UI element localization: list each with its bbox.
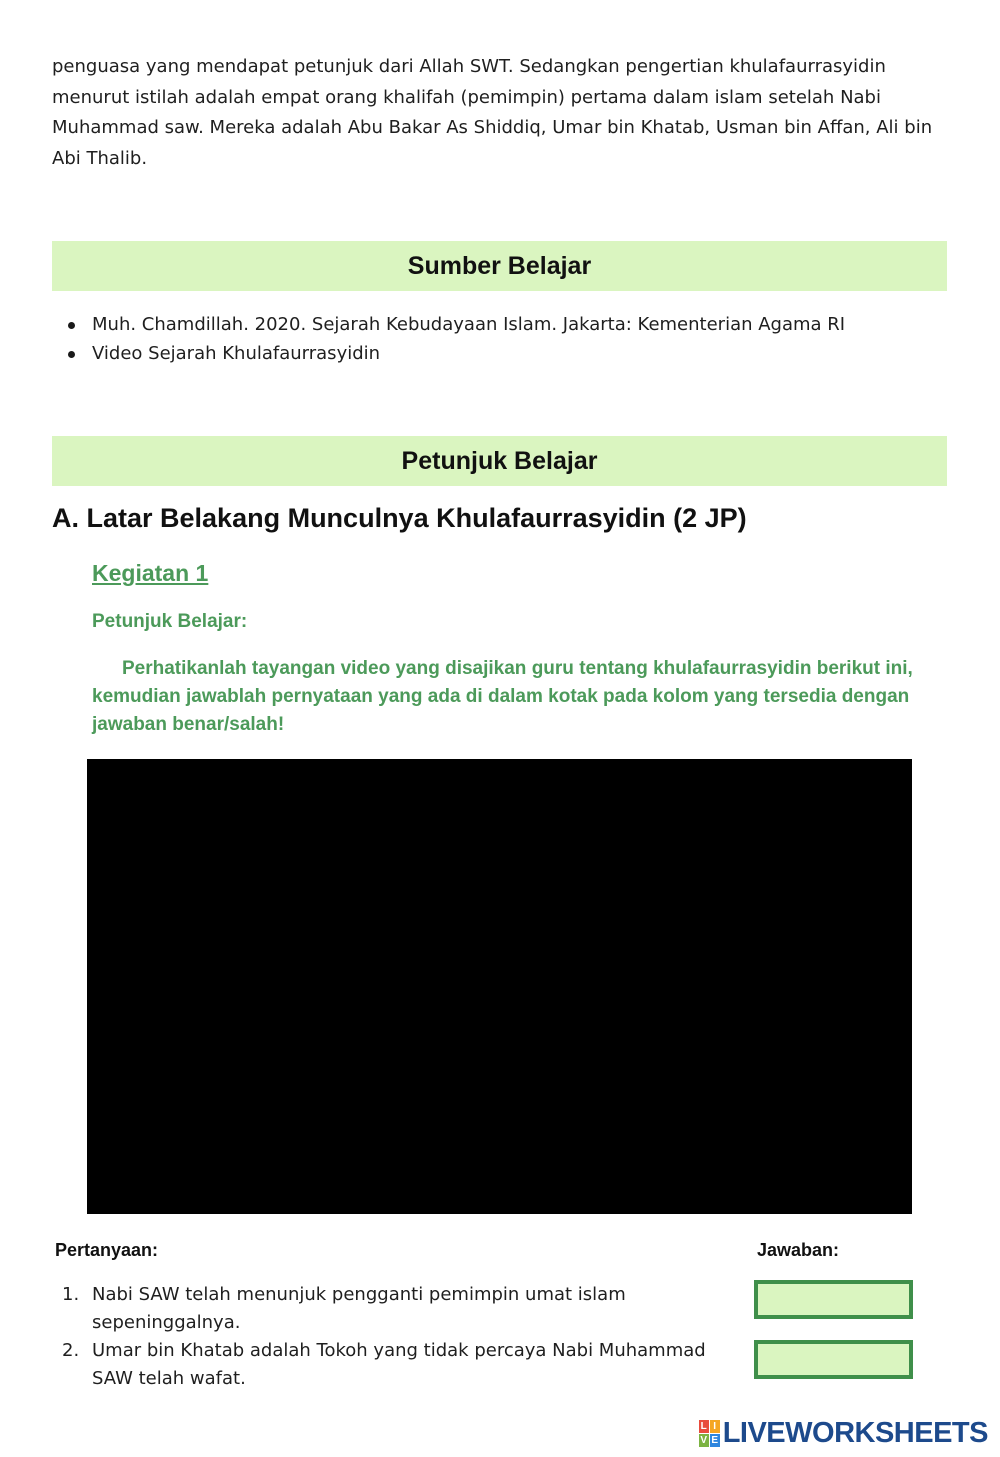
question-number: 2. bbox=[62, 1340, 80, 1361]
answer-input-1[interactable] bbox=[758, 1284, 909, 1315]
instruction-text: Perhatikanlah tayangan video yang disajikan guru tentang khulafaurrasyidin berikut ini, kemudian jawablah pernyataan yang ada di dalam kotak pada kolom yang tersedia dengan jawaban benar/salah! bbox=[92, 658, 913, 735]
logo-letter: E bbox=[711, 1435, 719, 1446]
intro-paragraph: penguasa yang mendapat petunjuk dari Allah SWT. Sedangkan pengertian khulafaurrasyidin menurut istilah adalah empat orang khalifah (pemimpin) pertama dalam islam setelah Nabi Muhammad saw. Mereka adalah Abu Bakar As Shiddiq, Umar bin Khatab, Usman bin Affan, Ali bin Abi Thalib. bbox=[52, 56, 933, 169]
reference-item: Video Sejarah Khulafaurrasyidin bbox=[52, 340, 952, 369]
question-number: 1. bbox=[62, 1284, 80, 1305]
reference-list bbox=[52, 311, 952, 368]
questions-label: Pertanyaan: bbox=[55, 1240, 159, 1260]
answer-box-2[interactable] bbox=[754, 1340, 913, 1379]
question-item bbox=[52, 1337, 742, 1392]
answers-label: Jawaban: bbox=[757, 1240, 840, 1260]
liveworksheets-mark-icon bbox=[699, 1420, 720, 1447]
logo-letter: I bbox=[710, 1420, 720, 1433]
section-a-heading: A. Latar Belakang Munculnya Khulafaurrasyidin (2 JP) bbox=[52, 503, 747, 533]
answer-input-2[interactable] bbox=[758, 1344, 909, 1375]
logo-letter: V bbox=[700, 1435, 708, 1446]
liveworksheets-logo bbox=[699, 1417, 988, 1450]
question-item bbox=[52, 1281, 742, 1336]
sumber-belajar-title: Sumber Belajar bbox=[407, 251, 592, 280]
petunjuk-label: Petunjuk Belajar: bbox=[92, 611, 248, 632]
petunjuk-belajar-title: Petunjuk Belajar bbox=[401, 446, 598, 475]
question-text: Umar bin Khatab adalah Tokoh yang tidak percaya Nabi Muhammad SAW telah wafat. bbox=[92, 1340, 706, 1389]
liveworksheets-wordmark: LIVEWORKSHEETS bbox=[722, 1417, 988, 1449]
logo-letter: L bbox=[700, 1421, 707, 1432]
question-list bbox=[52, 1281, 742, 1392]
answer-box-1[interactable] bbox=[754, 1280, 913, 1319]
kegiatan-title: Kegiatan 1 bbox=[92, 560, 209, 586]
reference-item: Muh. Chamdillah. 2020. Sejarah Kebudayaan Islam. Jakarta: Kementerian Agama RI bbox=[52, 311, 952, 340]
video-player[interactable] bbox=[87, 759, 912, 1214]
question-text: Nabi SAW telah menunjuk pengganti pemimpin umat islam sepeninggalnya. bbox=[92, 1284, 626, 1333]
sumber-belajar-header bbox=[52, 241, 947, 291]
petunjuk-belajar-header bbox=[52, 436, 947, 486]
